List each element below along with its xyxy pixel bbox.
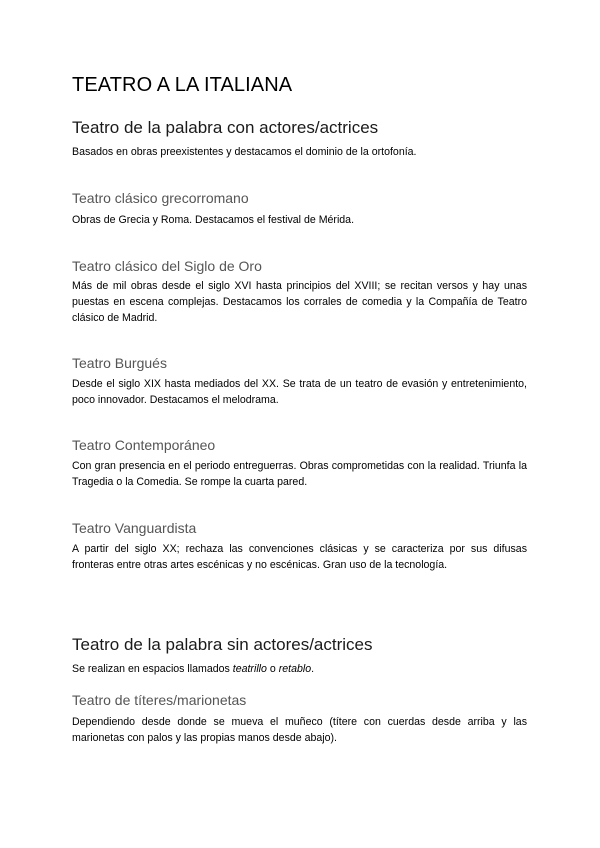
subsection-text-titeres: Dependiendo desde donde se mueva el muñeco (títere con cuerdas desde arriba y las marionetas con palos y las propias manos desde abajo). xyxy=(72,716,527,744)
subsection-heading-titeres: Teatro de títeres/marionetas xyxy=(72,692,247,708)
intro-prefix: Se realizan en espacios llamados xyxy=(72,663,233,675)
section-intro-without-actors xyxy=(72,661,527,677)
intro-connector: o xyxy=(266,663,279,675)
subsection-text-contemporaneo: Con gran presencia en el periodo entreguerras. Obras comprometidas con la realidad. Triunfa la Tragedia o la Comedia. Se rompe la cuarta pared. xyxy=(72,460,527,488)
term-retablo: retablo xyxy=(278,663,312,675)
subsection-heading-grecorromano: Teatro clásico grecorromano xyxy=(72,190,249,206)
subsection-heading-burgues: Teatro Burgués xyxy=(72,355,167,371)
subsection-text-siglo-de-oro: Más de mil obras desde el siglo XVI hasta principios del XVIII; se recitan versos y hay unas puestas en escena complejas. Destacamos los corrales de comedia y la Compañía de Teatro clásico de Madrid. xyxy=(72,280,527,324)
subsection-heading-contemporaneo: Teatro Contemporáneo xyxy=(72,437,216,453)
subsection-heading-vanguardista: Teatro Vanguardista xyxy=(72,520,197,536)
section-heading-without-actors: Teatro de la palabra sin actores/actrices xyxy=(72,635,373,654)
section-intro-with-actors: Basados en obras preexistentes y destacamos el dominio de la ortofonía. xyxy=(72,146,417,158)
subsection-heading-siglo-de-oro: Teatro clásico del Siglo de Oro xyxy=(72,258,262,274)
section-heading-with-actors: Teatro de la palabra con actores/actrices xyxy=(72,118,379,137)
page-title: TEATRO A LA ITALIANA xyxy=(72,74,293,96)
subsection-text-vanguardista: A partir del siglo XX; rechaza las convenciones clásicas y se caracteriza por sus difusas fronteras entre otras artes escénicas y no escénicas. Gran uso de la tecnología. xyxy=(72,543,527,571)
subsection-text-grecorromano: Obras de Grecia y Roma. Destacamos el festival de Mérida. xyxy=(72,214,355,226)
subsection-text-burgues: Desde el siglo XIX hasta mediados del XX. Se trata de un teatro de evasión y entretenimiento, poco innovador. Destacamos el melodrama. xyxy=(72,378,527,406)
term-teatrillo: teatrillo xyxy=(232,663,267,675)
intro-suffix: . xyxy=(311,663,315,675)
